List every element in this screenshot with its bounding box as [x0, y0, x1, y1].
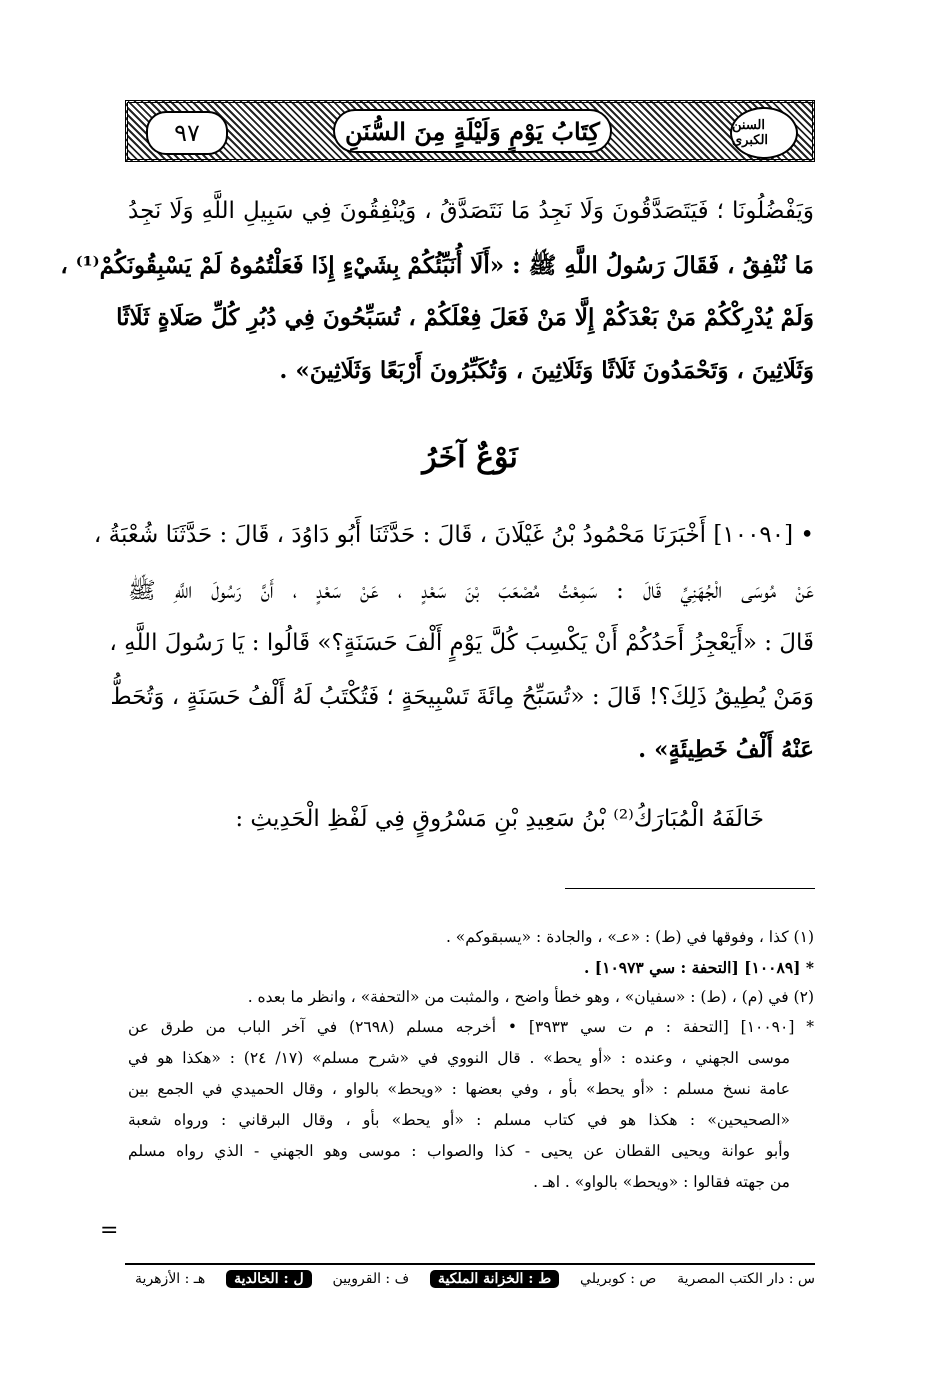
page-number: ٩٧: [146, 111, 228, 155]
legend-item: ص : كوبريلي: [580, 1271, 657, 1287]
text-line: مَا نُنْفِقُ ، فَقَالَ رَسُولُ اللَّهِ ﷺ : «أَلَا أُنَبِّئُكُمْ بِشَيْءٍ إِذَا فَعَلْتُمُوهُ لَمْ يَسْبِقُونَكُمْ⁽¹⁾ ،: [60, 252, 814, 279]
footnote: (٢) في (م) ، (ط) : «سفيان» ، وهو خطأ واضح ، والمثبت من «التحفة» ، وانظر ما بعده .: [247, 988, 814, 1006]
hadith-line: عَنْ مُوسَى الْجُهَنِيِّ قَالَ : سَمِعْتُ مُصْعَبَ بْنَ سَعْدٍ ، عَنْ سَعْدٍ ، أَنَّ رَسُولَ اللَّهِ ﷺ: [128, 578, 814, 604]
hadith-line: خَالَفَهُ الْمُبَارَكُ⁽²⁾ بْنُ سَعِيدِ بْنِ مَسْرُوقٍ فِي لَفْظِ الْحَدِيثِ :: [235, 806, 764, 832]
legend-item: س : دار الكتب المصرية: [677, 1271, 815, 1287]
section-title: نَوْعٌ آخَرُ: [422, 440, 518, 475]
footnote: * [١٠٠٩٠] [التحفة : م ت سي ٣٩٣٣] • أخرجه مسلم (٢٦٩٨) في آخر الباب من طرق عن: [128, 1018, 814, 1036]
footnote: * [١٠٠٨٩] [التحفة : سي ١٠٩٧٣] .: [583, 958, 814, 977]
footnote: عامة نسخ مسلم : «أو يحط» بأو ، وفي بعضها : «ويحط» بالواو ، وقال الحميدي في الجمع بين: [128, 1080, 790, 1098]
hadith-line: وَمَنْ يُطِيقُ ذَلِكَ؟! قَالَ : «تُسَبِّحُ مِائَةَ تَسْبِيحَةٍ ؛ فَتُكْتَبُ لَهُ أَلْفُ حَسَنَةٍ ، وَتُحَطُّ: [110, 684, 814, 710]
book-logo: السنن الكبرى: [730, 107, 798, 159]
legend-item: ف : القرويين: [332, 1271, 410, 1287]
footnote: وأبو عوانة ويحيى القطان عن يحيى - كذا والصواب : موسى وهو الجهني - الذي رواه مسلم: [128, 1142, 790, 1160]
footer-rule: [125, 1263, 815, 1265]
hadith-line: عَنْهُ أَلْفُ خَطِيئَةٍ» .: [638, 736, 814, 763]
text-line: وَثَلَاثِينَ ، وَتَحْمَدُونَ ثَلَاثًا وَثَلَاثِينَ ، وَتُكَبِّرُونَ أَرْبَعًا وَثَلَاثِينَ» .: [279, 357, 814, 384]
legend-item-highlighted: ط : الخزانة الملكية: [430, 1270, 559, 1288]
legend-item-highlighted: ل : الخالدية: [226, 1270, 312, 1288]
continuation-mark: =: [100, 1218, 119, 1243]
book-title: كِتَابُ يَوْمٍ وَلَيْلَةٍ مِنَ السُّنَنِ: [333, 109, 612, 153]
footnote: موسى الجهني ، وعنده : «أو يحط» . قال النووي في «شرح مسلم» (١٧/ ٢٤) : «هكذا هو في: [128, 1049, 790, 1067]
text-line: وَيَفْضُلُونَا ؛ فَيَتَصَدَّقُونَ وَلَا نَجِدُ مَا نَتَصَدَّقُ ، وَيُنْفِقُونَ فِي سَبِيلِ اللَّهِ وَلَا نَجِدُ: [128, 198, 814, 224]
hadith-line: قَالَ : «أَيَعْجِزُ أَحَدُكُمْ أَنْ يَكْسِبَ كُلَّ يَوْمٍ أَلْفَ حَسَنَةٍ؟» قَالُوا : يَا رَسُولَ اللَّهِ ،: [109, 630, 814, 656]
footnote: «الصحيحين» : هكذا هو في كتاب مسلم : «أو يحط» بأو ، وقال البرقاني : ورواه شعبة: [128, 1111, 790, 1129]
legend-item: هـ : الأزهرية: [135, 1271, 206, 1287]
footnote: من جهته فقالوا : «ويحط» بالواو» . اهـ .: [533, 1173, 790, 1191]
page-header: [125, 100, 815, 162]
footnote-separator: [565, 888, 815, 889]
hadith-line: • [١٠٠٩٠] أَخْبَرَنَا مَحْمُودُ بْنُ غَيْلَانَ ، قَالَ : حَدَّثَنَا أَبُو دَاوُدَ ، قَالَ : حَدَّثَنَا شُعْبَةُ ،: [93, 522, 814, 548]
text-line: وَلَمْ يُدْرِكْكُمْ مَنْ بَعْدَكُمْ إِلَّا مَنْ فَعَلَ فِعْلَكُمْ ، تُسَبِّحُونَ فِي دُبُرِ كُلِّ صَلَاةٍ ثَلَاثًا: [116, 304, 814, 331]
manuscript-legend: [135, 1270, 815, 1288]
footnote: (١) كذا ، وفوقها في (ط) : «عـ» ، والجادة : «يسبقوكم» .: [445, 928, 814, 946]
